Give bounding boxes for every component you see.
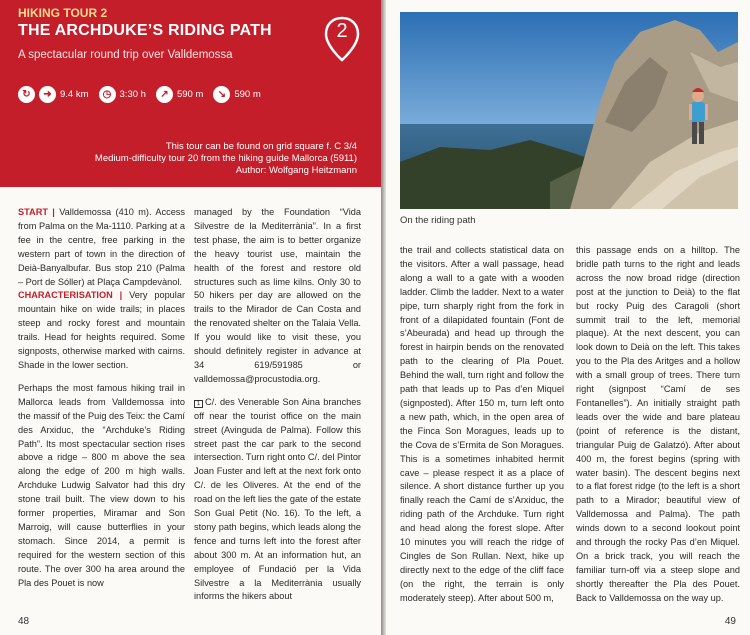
info-line: Medium-difficulty tour 20 from the hiking guide Mallorca (5911) bbox=[94, 153, 357, 164]
text-column-2 bbox=[194, 206, 361, 604]
text-column-4 bbox=[576, 244, 740, 606]
route-text: C/. des Venerable Son Aina branches off near the tourist office on the main street (Avinguda de Palma). Follow this street past the car park to the second intersection. Turn right onto C/. del Pintor Joan Fuster and left at the next fork onto C/. de les Oliveres. At the end of the road on the left lies the gate of the estate Son Gual Petit (No. 16). To the left, a stony path begins, which leads along the fence and turns left into the forest after about 300 m. At an information hut, an employee of Fundació per la Vida Silvestre a la Mediterrània usually informs the hikers about bbox=[194, 396, 361, 602]
distance-icon: ➜ bbox=[39, 86, 56, 103]
duration-value: 3:30 h bbox=[119, 89, 146, 100]
ascent-value: 590 m bbox=[176, 89, 204, 100]
tour-label: HIKING TOUR 2 bbox=[18, 6, 108, 20]
hiker-photo bbox=[400, 12, 738, 209]
route-paragraph: this passage ends on a hilltop. The bridle path turns to the right and leads across the now broad ridge (direction post at the junction to Deià) to the flat but rocky Puig des Caragoli (short summit trail to the left, memorial plaque). At the next descent, you can look down to Deià on the left. This takes you to the Pla des Aritges and a hollow with a small group of trees. There turn right (signpost “Camí de ses Fontanelles”). An initially straight path leads over the wide and bare plateau (point of reference is the distant, triangular Puig de Galatzó). After about 400 m, the forest begins (spring with water basin). The descent begins next to a flat forest ridge (to the left is a short path to a Mirador; beautiful view of Valldemossa and Palma). The path winds down to a second lookout point and through the rocky Pas d’en Miquel. On a brick track, you will reach the familiar turn-off via a steep slope and shortly thereafter the Pla des Pouet. Back to Valldemossa on the way up. bbox=[576, 245, 740, 603]
descent-icon: ↘ bbox=[213, 86, 230, 103]
waypoint-marker: 1 bbox=[194, 400, 203, 408]
loop-icon: ↻ bbox=[18, 86, 35, 103]
photo-caption: On the riding path bbox=[400, 215, 476, 226]
tour-number: 2 bbox=[336, 20, 348, 42]
tour-header-banner bbox=[0, 0, 381, 187]
route-paragraph: the trail and collects statistical data on the visitors. After a wall passage, head along a wall to a gate with a wooden ladder. Climb the ladder. Next to a water pipe, turn sharply right from the fork in front of a dilapidated fountain (Font de s’Abeurada) and head up through the forest in hairpin bends on the renovated path to the clearing of Pla Pouet. Behind the wall, turn right and follow the path that leads up to Pas d’en Miquel (signposted). After 150 m, turn left onto a new path, which, in the open area of the Finca Son Moragues, leads up to the Cova de s’Ermita de Son Moragues. This is a sometimes inhabited hermit cave – please respect it as a place of silence. A short distance further up you finally reach the Camí de s’Arxiduc, the riding path of the Archduke. Turn right and head along the forest slope. After 10 minutes you will reach the ridge of Cingles de Son Rullan. Next, hike up directly next to the edge of the cliff face (on the right, the terrain is only moderately steep). After about 500 m, bbox=[400, 245, 564, 603]
distance-value: 9.4 km bbox=[60, 89, 89, 100]
tour-stats bbox=[18, 86, 271, 103]
page-number: 48 bbox=[18, 616, 30, 627]
tour-info bbox=[95, 141, 357, 177]
page-number: 49 bbox=[724, 616, 736, 627]
tour-subtitle: A spectacular round trip over Valldemossa bbox=[18, 49, 233, 61]
start-label: START | bbox=[18, 207, 55, 217]
riding-path-photo-illustration bbox=[400, 12, 738, 209]
characterisation-text: Very popular mountain hike on wide trails; in places steep and rocky forest and mountain trails. Head for heights required. Some signposts, otherwise marked with cairns. Shade in the lower section. bbox=[18, 290, 186, 370]
start-text: Valldemossa (410 m). Access from Palma on the Ma-1110. Parking at a fee in the centre, free parking in the western part of town in the direction of Deià-Banyalbufar. Bus stop 210 (Palma – Port de Sóller) at Plaça Campdevànol. bbox=[18, 207, 185, 287]
text-column-3 bbox=[400, 244, 564, 606]
right-page bbox=[386, 0, 750, 635]
tour-number-badge bbox=[324, 16, 360, 62]
info-line: Author: Wolfgang Heitzmann bbox=[235, 165, 357, 176]
info-line: This tour can be found on grid square f. C 3/4 bbox=[165, 141, 357, 152]
text-column-1 bbox=[18, 206, 185, 590]
start-paragraph bbox=[18, 206, 185, 373]
tour-title: THE ARCHDUKE’S RIDING PATH bbox=[18, 22, 272, 39]
descent-value: 590 m bbox=[234, 89, 261, 100]
route-paragraph bbox=[194, 396, 361, 605]
ascent-icon: ↗ bbox=[156, 86, 173, 103]
intro-paragraph: Perhaps the most famous hiking trail in Mallorca leads from Valldemossa into the massif of the Puig des Teix: the Camí des Arxiduc, the “Archduke’s Riding Path”. Its most spectacular section rises above a ridge – 800 m above the sea along the edge of 200 m high walls. Archduke Ludwig Salvator had this dry stone trail built. The view down to his former properties, Miramar and Son Marroig, will cause butterflies in your stomach. Since 2014, a permit is required for the western section of this route. The over 300 ha area around the Pla des Pouet is now bbox=[18, 382, 185, 588]
foundation-paragraph: managed by the Foundation “Vida Silvestre de la Mediterrània”. In a first test phase, the aim is to better organize the heavy tourist use, maintain the health of the forest and restore old structures such as lime kilns. Only 30 to 50 hikers per day are allowed on the trails to the Mirador de Can Costa and the renovated shelter on the Talaia Vella. If you would like to visit these, you should definitely register in advance at 34 619/591985 or valldemossa@procustodia.org. bbox=[194, 207, 361, 384]
characterisation-label: CHARACTERISATION | bbox=[18, 290, 123, 301]
clock-icon: ◷ bbox=[99, 86, 116, 103]
